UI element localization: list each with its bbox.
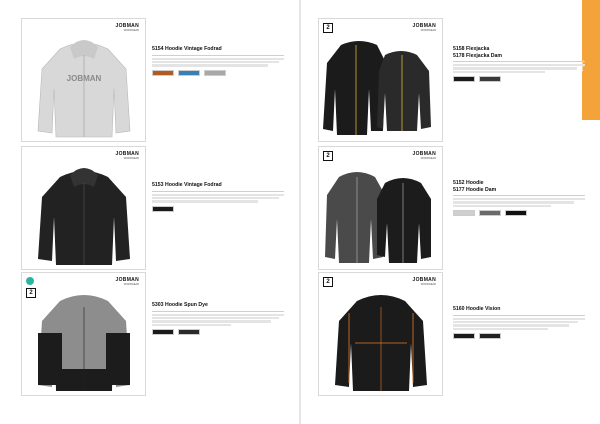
product-info [453,46,585,83]
product-title: 5152 Hoodie [453,180,484,186]
brand-logo: JOBMAN [412,151,436,157]
color-swatches [453,210,585,217]
product-title: 5158 Flexjacka [453,46,490,52]
color-swatches [152,70,284,77]
brand-tagline: WORKWEAR [420,283,436,286]
color-swatch[interactable] [152,206,174,213]
color-swatch[interactable] [479,333,501,340]
product-info [453,180,585,217]
color-swatch[interactable] [479,210,501,217]
hoodie-vision-illustration [319,273,444,397]
product-image-card [318,18,443,142]
product-image-card [21,18,146,142]
color-swatch[interactable] [152,70,174,77]
color-swatch[interactable] [178,70,200,77]
brand-tagline: WORKWEAR [420,157,436,160]
color-swatch[interactable] [204,70,226,77]
color-swatch[interactable] [453,76,475,83]
product-title: 5160 Hoodie Vision [453,306,501,312]
hoodie-grey-illustration [22,19,147,143]
product-image-card [318,146,443,270]
two-pack-badge: 2 [323,277,333,287]
brand-tagline: WORKWEAR [123,29,139,32]
brand-logo: JOBMAN [412,23,436,29]
product-subtitle: 5178 Flexjacka Dam [453,52,503,59]
chest-print: JOBMAN [66,74,102,83]
color-swatch[interactable] [152,329,174,336]
hoodie-spun-dye-illustration [22,273,147,397]
color-swatch[interactable] [505,210,527,217]
fleece-jacket-illustration [319,19,444,143]
hoodie-pair-illustration [319,147,444,271]
hoodie-black-illustration [22,147,147,271]
product-subtitle: 5177 Hoodie Dam [453,186,497,193]
product-image-card [21,146,146,270]
product-info [152,46,284,77]
color-swatches [152,206,284,213]
color-swatch[interactable] [453,210,475,217]
product-title: 5154 Hoodie Vintage Fodrad [152,46,222,52]
brand-tagline: WORKWEAR [123,157,139,160]
product-info [152,302,284,336]
color-swatch[interactable] [453,333,475,340]
two-pack-badge: 2 [26,288,36,298]
color-swatch[interactable] [178,329,200,336]
brand-tagline: WORKWEAR [123,283,139,286]
brand-logo: JOBMAN [412,277,436,283]
color-swatches [152,329,284,336]
two-pack-badge: 2 [323,23,333,33]
color-swatches [453,76,585,83]
brand-logo: JOBMAN [115,151,139,157]
color-swatches [453,333,585,340]
page-gutter [299,0,301,424]
product-title: 5303 Hoodie Spun Dye [152,302,208,308]
product-title: 5153 Hoodie Vintage Fodrad [152,182,222,188]
product-image-card [318,272,443,396]
product-info [152,182,284,213]
brand-logo: JOBMAN [115,277,139,283]
product-info [453,306,585,340]
brand-tagline: WORKWEAR [420,29,436,32]
product-image-card [21,272,146,396]
color-swatch[interactable] [479,76,501,83]
brand-logo: JOBMAN [115,23,139,29]
two-pack-badge: 2 [323,151,333,161]
